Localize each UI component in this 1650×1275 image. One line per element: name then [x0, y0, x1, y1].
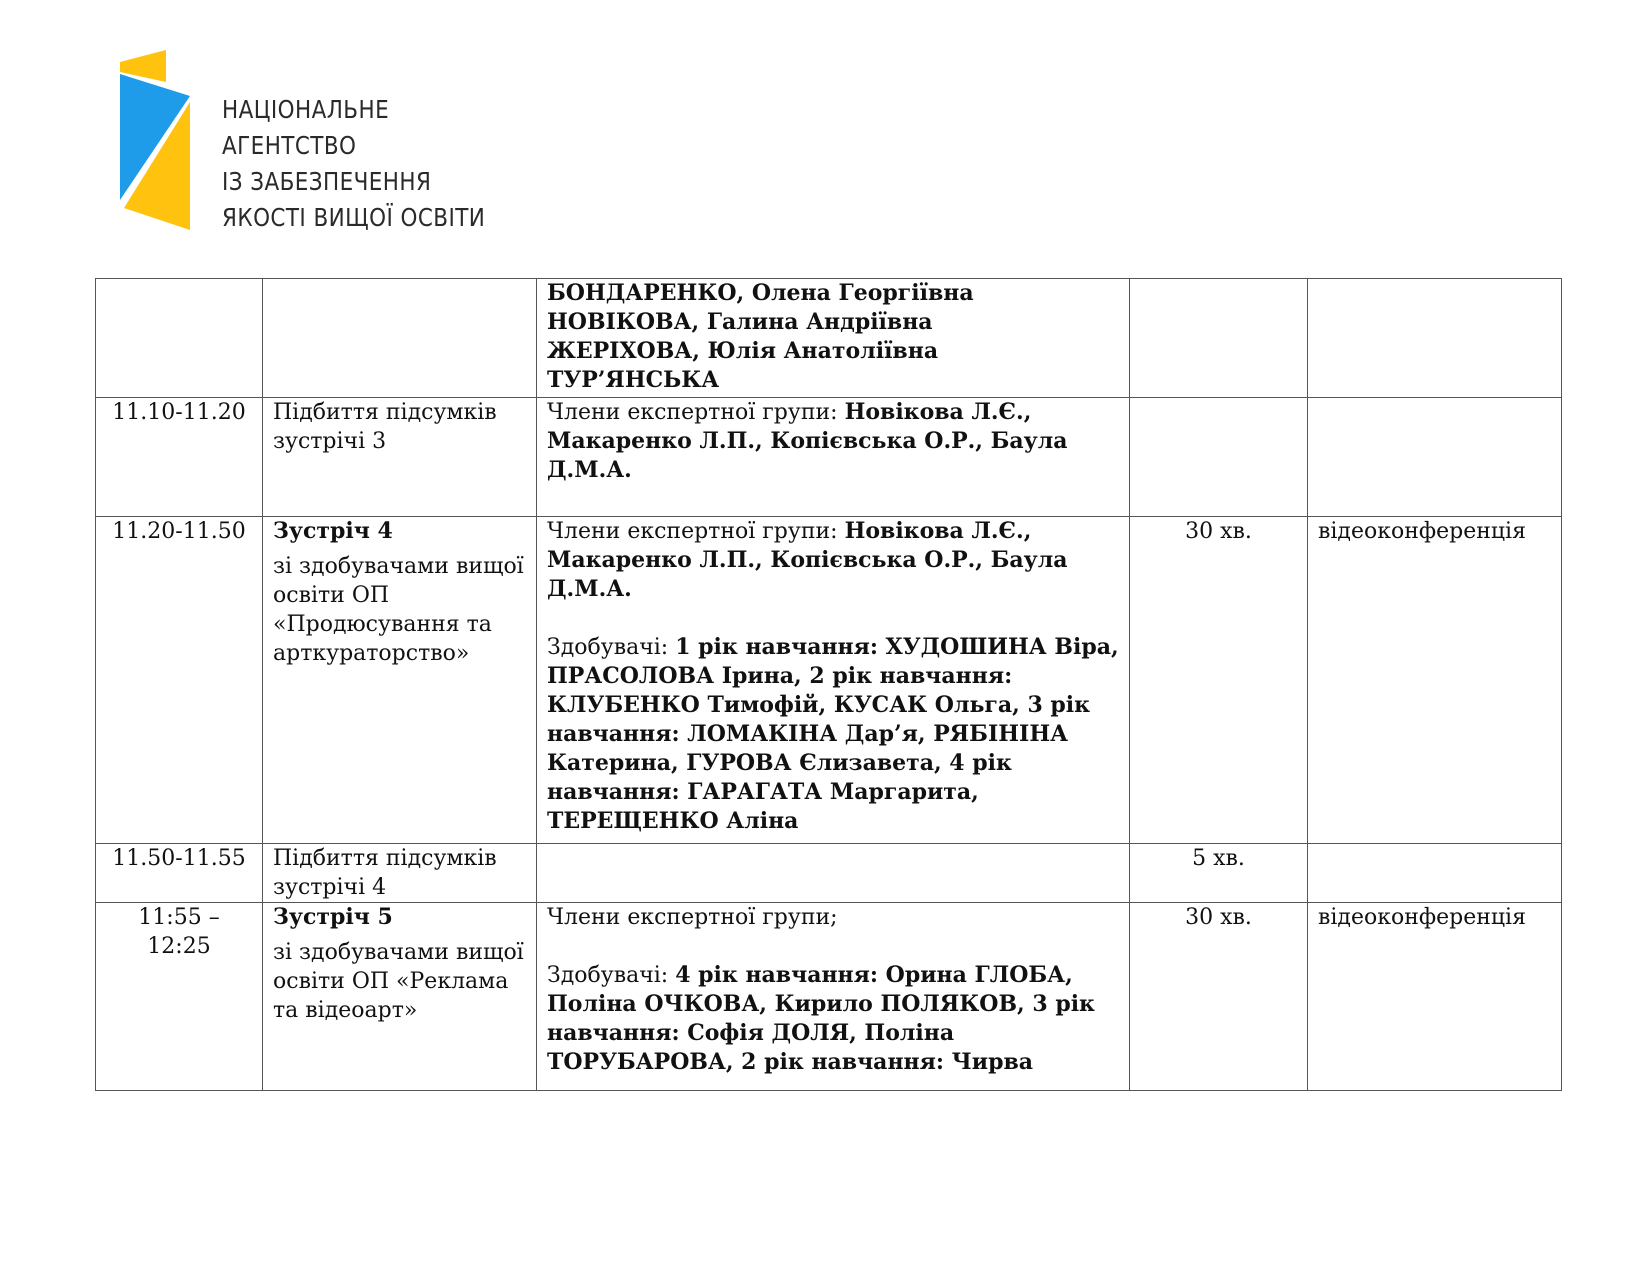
event-cell — [263, 279, 537, 398]
duration-cell — [1130, 279, 1308, 398]
schedule-table — [95, 278, 1562, 1091]
event-text: зі здобувачами вищої освіти ОП «Реклама та відеоарт» — [273, 940, 524, 1023]
time-cell: 11.50-11.55 — [96, 844, 263, 903]
experts-label: Члени експертної групи: — [547, 400, 838, 425]
logo-line: НАЦІОНАЛЬНЕ — [222, 95, 390, 124]
participant-line: БОНДАРЕНКО, Олена Георгіївна — [547, 280, 974, 306]
table-row — [96, 398, 1562, 517]
table-row — [96, 517, 1562, 844]
event-cell — [263, 398, 537, 517]
format-cell: відеоконференція — [1308, 517, 1562, 844]
format-cell — [1308, 279, 1562, 398]
logo-line: АГЕНТСТВО — [222, 131, 357, 160]
event-text: Підбиття підсумків зустрічі 4 — [273, 846, 497, 900]
logo-line: ІЗ ЗАБЕЗПЕЧЕННЯ — [222, 167, 432, 196]
event-text: Підбиття підсумків зустрічі 3 — [273, 400, 497, 454]
participants-cell — [537, 844, 1130, 903]
agency-logo — [118, 50, 538, 232]
participants-cell — [537, 279, 1130, 398]
event-text: зі здобувачами вищої освіти ОП «Продюсування та арткураторство» — [273, 554, 524, 666]
duration-cell: 5 хв. — [1130, 844, 1308, 903]
logo-line: ЯКОСТІ ВИЩОЇ ОСВІТИ — [222, 203, 486, 232]
time-cell: 11.10-11.20 — [96, 398, 263, 517]
students-names: 1 рік навчання: ХУДОШИНА Віра, ПРАСОЛОВА Ірина, 2 рік навчання: КЛУБЕНКО Тимофій, КУСАК Ольга, 3 рік навчання: ЛОМАКІНА Дар’я, РЯБІНІНА Катерина, ГУРОВА Єлизавета, 4 рік навчання: ГАРАГАТА Маргарита, ТЕРЕЩЕНКО Аліна — [547, 634, 1119, 834]
experts-label: Члени експертної групи; — [547, 905, 838, 930]
duration-cell — [1130, 398, 1308, 517]
time-cell — [96, 279, 263, 398]
participants-cell — [537, 517, 1130, 844]
time-cell: 11.20-11.50 — [96, 517, 263, 844]
participant-line: ЖЕРІХОВА, Юлія Анатоліївна — [547, 338, 939, 364]
format-cell — [1308, 398, 1562, 517]
event-title: Зустріч 4 — [273, 518, 393, 544]
participants-cell — [537, 903, 1130, 1091]
experts-names: Новікова Л.Є., Макаренко Л.П., Копієвська О.Р., Баула Д.М.А. — [547, 518, 1068, 602]
participant-line: НОВІКОВА, Галина Андріївна — [547, 309, 933, 335]
participants-cell — [537, 398, 1130, 517]
logo-wordmark — [222, 92, 485, 236]
students-names: 4 рік навчання: Орина ГЛОБА, Поліна ОЧКОВА, Кирило ПОЛЯКОВ, 3 рік навчання: Софія ДОЛЯ, Поліна ТОРУБАРОВА, 2 рік навчання: Чирва — [547, 962, 1095, 1075]
participant-line: ТУР’ЯНСЬКА — [547, 367, 720, 393]
format-cell: відеоконференція — [1308, 903, 1562, 1091]
event-title: Зустріч 5 — [273, 904, 393, 930]
event-cell — [263, 844, 537, 903]
event-cell — [263, 517, 537, 844]
format-cell — [1308, 844, 1562, 903]
students-label: Здобувачі: — [547, 635, 669, 660]
experts-names: Новікова Л.Є., Макаренко Л.П., Копієвська О.Р., Баула Д.М.А. — [547, 399, 1068, 483]
table-row — [96, 279, 1562, 398]
duration-cell: 30 хв. — [1130, 903, 1308, 1091]
table-row — [96, 844, 1562, 903]
time-cell: 11:55 – 12:25 — [96, 903, 263, 1091]
duration-cell: 30 хв. — [1130, 517, 1308, 844]
logo-emblem-icon — [118, 50, 198, 232]
event-cell — [263, 903, 537, 1091]
students-label: Здобувачі: — [547, 963, 669, 988]
table-row — [96, 903, 1562, 1091]
experts-label: Члени експертної групи: — [547, 519, 838, 544]
